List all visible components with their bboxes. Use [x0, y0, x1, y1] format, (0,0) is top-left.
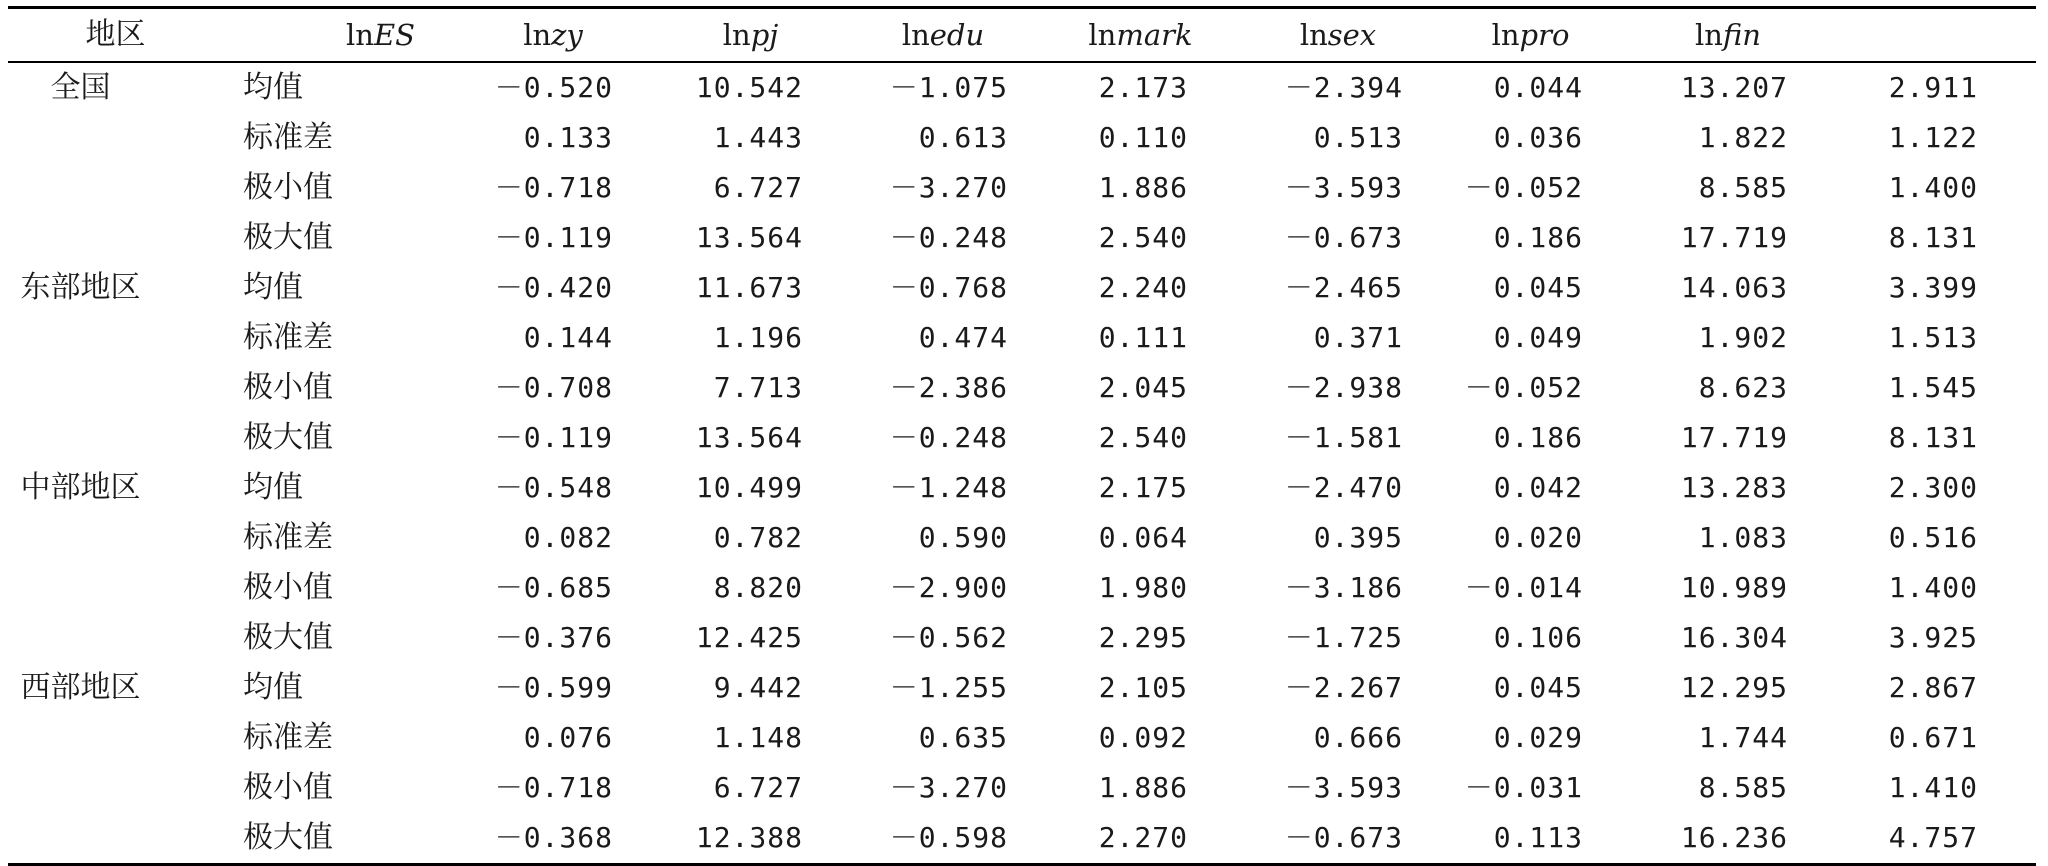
value-cell: 1.443	[713, 121, 803, 154]
value-cell: －1.581	[1284, 421, 1403, 454]
value-cell: 8.820	[713, 571, 803, 604]
stat-label-cell: 极大值	[243, 820, 333, 855]
region-cell: 全国	[50, 70, 111, 105]
value-cell: 0.371	[1313, 321, 1403, 354]
table-row	[8, 163, 2036, 213]
value-cell: 3.399	[1888, 271, 1978, 304]
stat-label-cell: 极大值	[243, 420, 333, 455]
header-col-edu: lnedu	[901, 18, 985, 52]
value-cell: －0.599	[494, 671, 613, 704]
value-cell: 2.045	[1098, 371, 1188, 404]
table-row	[8, 463, 2036, 513]
value-cell: 4.757	[1888, 821, 1978, 854]
value-cell: －2.465	[1284, 271, 1403, 304]
value-cell: 8.623	[1698, 371, 1788, 404]
table-row	[8, 63, 2036, 113]
value-cell: －2.900	[889, 571, 1008, 604]
table-row	[8, 313, 2036, 363]
table-row	[8, 763, 2036, 813]
value-cell: 0.042	[1493, 471, 1583, 504]
value-cell: 0.045	[1493, 271, 1583, 304]
value-cell: 0.474	[918, 321, 1008, 354]
region-cell: 西部地区	[20, 670, 141, 705]
value-cell: 12.295	[1680, 671, 1788, 704]
stat-label-cell: 均值	[243, 270, 303, 305]
value-cell: 13.283	[1680, 471, 1788, 504]
value-cell: －0.768	[889, 271, 1008, 304]
value-cell: －3.270	[889, 171, 1008, 204]
stat-label-cell: 标准差	[243, 120, 333, 155]
table-row	[8, 713, 2036, 763]
value-cell: 8.585	[1698, 171, 1788, 204]
value-cell: 13.207	[1680, 71, 1788, 104]
stat-label-cell: 均值	[243, 470, 303, 505]
value-cell: 0.036	[1493, 121, 1583, 154]
value-cell: －0.562	[889, 621, 1008, 654]
stat-label-cell: 标准差	[243, 320, 333, 355]
value-cell: 12.425	[695, 621, 803, 654]
value-cell: －3.186	[1284, 571, 1403, 604]
value-cell: 1.400	[1888, 571, 1978, 604]
value-cell: 0.020	[1493, 521, 1583, 554]
value-cell: 8.131	[1888, 221, 1978, 254]
value-cell: 1.196	[713, 321, 803, 354]
value-cell: －3.593	[1284, 771, 1403, 804]
value-cell: －2.470	[1284, 471, 1403, 504]
table-row	[8, 813, 2036, 863]
value-cell: －2.386	[889, 371, 1008, 404]
value-cell: 1.902	[1698, 321, 1788, 354]
value-cell: 8.131	[1888, 421, 1978, 454]
value-cell: －0.673	[1284, 821, 1403, 854]
region-cell: 东部地区	[20, 270, 141, 305]
value-cell: 0.133	[523, 121, 613, 154]
table-header-row	[8, 9, 2036, 61]
value-cell: －0.376	[494, 621, 613, 654]
value-cell: 0.111	[1098, 321, 1188, 354]
value-cell: 0.076	[523, 721, 613, 754]
value-cell: 2.240	[1098, 271, 1188, 304]
value-cell: 0.635	[918, 721, 1008, 754]
header-col-mark: lnmark	[1088, 18, 1193, 52]
value-cell: －3.270	[889, 771, 1008, 804]
value-cell: 0.666	[1313, 721, 1403, 754]
header-col-pro: lnpro	[1491, 18, 1570, 52]
value-cell: 0.186	[1493, 221, 1583, 254]
value-cell: －0.368	[494, 821, 613, 854]
value-cell: 6.727	[713, 171, 803, 204]
value-cell: 13.564	[695, 421, 803, 454]
table-row	[8, 613, 2036, 663]
value-cell: 3.925	[1888, 621, 1978, 654]
stat-label-cell: 标准差	[243, 520, 333, 555]
table-row	[8, 563, 2036, 613]
value-cell: －0.014	[1464, 571, 1583, 604]
value-cell: 8.585	[1698, 771, 1788, 804]
value-cell: 1.083	[1698, 521, 1788, 554]
value-cell: 1.400	[1888, 171, 1978, 204]
value-cell: 0.144	[523, 321, 613, 354]
table-row	[8, 663, 2036, 713]
header-col-zy: lnzy	[523, 18, 583, 52]
stat-label-cell: 极小值	[243, 170, 333, 205]
value-cell: 1.886	[1098, 171, 1188, 204]
value-cell: 17.719	[1680, 221, 1788, 254]
value-cell: 1.122	[1888, 121, 1978, 154]
value-cell: 2.105	[1098, 671, 1188, 704]
table-row	[8, 363, 2036, 413]
value-cell: 0.092	[1098, 721, 1188, 754]
statistics-table	[8, 6, 2036, 866]
stat-label-cell: 极大值	[243, 220, 333, 255]
value-cell: 1.148	[713, 721, 803, 754]
value-cell: 1.822	[1698, 121, 1788, 154]
value-cell: 16.236	[1680, 821, 1788, 854]
value-cell: －1.255	[889, 671, 1008, 704]
value-cell: 0.113	[1493, 821, 1583, 854]
stat-label-cell: 极大值	[243, 620, 333, 655]
region-cell: 中部地区	[20, 470, 141, 505]
value-cell: －0.119	[494, 221, 613, 254]
value-cell: －0.248	[889, 221, 1008, 254]
stat-label-cell: 极小值	[243, 770, 333, 805]
value-cell: 1.513	[1888, 321, 1978, 354]
value-cell: 0.049	[1493, 321, 1583, 354]
table-row	[8, 413, 2036, 463]
value-cell: 14.063	[1680, 271, 1788, 304]
value-cell: 2.300	[1888, 471, 1978, 504]
value-cell: 2.867	[1888, 671, 1978, 704]
value-cell: －0.420	[494, 271, 613, 304]
value-cell: 0.613	[918, 121, 1008, 154]
value-cell: －1.725	[1284, 621, 1403, 654]
value-cell: 2.540	[1098, 221, 1188, 254]
value-cell: －0.673	[1284, 221, 1403, 254]
table-body	[8, 63, 2036, 863]
value-cell: 12.388	[695, 821, 803, 854]
value-cell: －3.593	[1284, 171, 1403, 204]
table-row	[8, 213, 2036, 263]
value-cell: 0.029	[1493, 721, 1583, 754]
stat-label-cell: 极小值	[243, 570, 333, 605]
value-cell: 1.410	[1888, 771, 1978, 804]
value-cell: 2.295	[1098, 621, 1188, 654]
table-row	[8, 263, 2036, 313]
value-cell: 0.395	[1313, 521, 1403, 554]
value-cell: －2.394	[1284, 71, 1403, 104]
value-cell: 2.270	[1098, 821, 1188, 854]
value-cell: 1.744	[1698, 721, 1788, 754]
value-cell: 0.590	[918, 521, 1008, 554]
value-cell: －0.119	[494, 421, 613, 454]
value-cell: －0.708	[494, 371, 613, 404]
value-cell: 16.304	[1680, 621, 1788, 654]
value-cell: －0.718	[494, 771, 613, 804]
value-cell: 0.110	[1098, 121, 1188, 154]
value-cell: 0.513	[1313, 121, 1403, 154]
stat-label-cell: 均值	[243, 670, 303, 705]
value-cell: －0.718	[494, 171, 613, 204]
value-cell: 0.782	[713, 521, 803, 554]
value-cell: 0.186	[1493, 421, 1583, 454]
value-cell: 0.064	[1098, 521, 1188, 554]
value-cell: 0.044	[1493, 71, 1583, 104]
value-cell: －0.685	[494, 571, 613, 604]
value-cell: 10.989	[1680, 571, 1788, 604]
value-cell: 11.673	[695, 271, 803, 304]
value-cell: －2.938	[1284, 371, 1403, 404]
stat-label-cell: 标准差	[243, 720, 333, 755]
header-col-sex: lnsex	[1299, 18, 1377, 52]
value-cell: －0.052	[1464, 371, 1583, 404]
value-cell: －1.248	[889, 471, 1008, 504]
table-row	[8, 113, 2036, 163]
value-cell: 1.886	[1098, 771, 1188, 804]
stat-label-cell: 均值	[243, 70, 303, 105]
value-cell: －0.248	[889, 421, 1008, 454]
value-cell: －2.267	[1284, 671, 1403, 704]
header-col-ES: lnES	[346, 18, 415, 52]
value-cell: 10.542	[695, 71, 803, 104]
value-cell: 0.082	[523, 521, 613, 554]
value-cell: 9.442	[713, 671, 803, 704]
value-cell: 1.980	[1098, 571, 1188, 604]
header-col-fin: lnfin	[1695, 18, 1761, 52]
value-cell: 0.045	[1493, 671, 1583, 704]
value-cell: 7.713	[713, 371, 803, 404]
value-cell: 1.545	[1888, 371, 1978, 404]
value-cell: 0.106	[1493, 621, 1583, 654]
value-cell: 0.671	[1888, 721, 1978, 754]
value-cell: －0.548	[494, 471, 613, 504]
value-cell: －0.598	[889, 821, 1008, 854]
value-cell: 6.727	[713, 771, 803, 804]
value-cell: 10.499	[695, 471, 803, 504]
value-cell: －0.520	[494, 71, 613, 104]
value-cell: 17.719	[1680, 421, 1788, 454]
value-cell: 13.564	[695, 221, 803, 254]
value-cell: 0.516	[1888, 521, 1978, 554]
value-cell: 2.173	[1098, 71, 1188, 104]
value-cell: －1.075	[889, 71, 1008, 104]
table-row	[8, 513, 2036, 563]
header-region: 地区	[85, 17, 146, 52]
value-cell: －0.052	[1464, 171, 1583, 204]
value-cell: 2.175	[1098, 471, 1188, 504]
stat-label-cell: 极小值	[243, 370, 333, 405]
value-cell: 2.540	[1098, 421, 1188, 454]
value-cell: －0.031	[1464, 771, 1583, 804]
value-cell: 2.911	[1888, 71, 1978, 104]
header-col-pj: lnpj	[722, 18, 779, 52]
